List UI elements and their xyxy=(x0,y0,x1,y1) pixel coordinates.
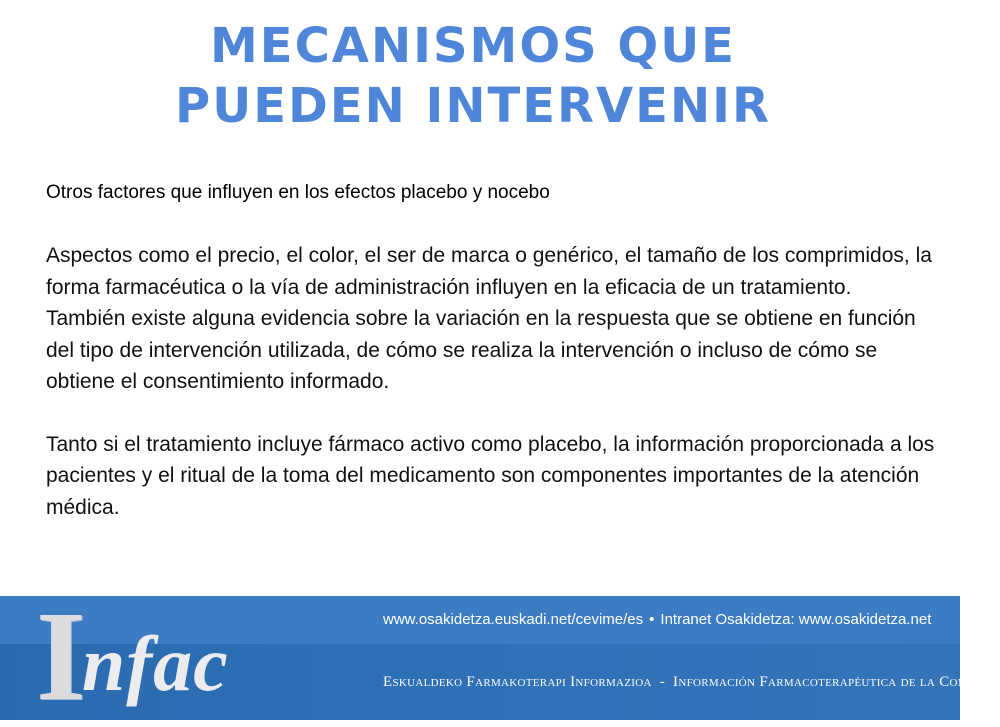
subheading: Otros factores que influyen en los efectos placebo y nocebo xyxy=(46,182,550,203)
title-line-2: PUEDEN INTERVENIR xyxy=(175,78,771,134)
paragraph-1: Aspectos como el precio, el color, el ser de marca o genérico, el tamaño de los comprimidos, la forma farmacéutica o la vía de administración influyen en la eficacia de un tratamiento. También existe alguna evidencia sobre la variación en la respuesta que se obtiene en función del tipo de intervención utilizada, de cómo se realiza la intervención o incluso de cómo se obtiene el consentimiento informado. xyxy=(46,244,932,393)
cevime-link[interactable]: www.osakidetza.euskadi.net/cevime/es xyxy=(383,611,644,628)
tagline-spanish: Información Farmacoterapéutica de la Comarca xyxy=(673,674,1000,690)
tagline-separator: - xyxy=(659,674,666,690)
footer-tagline xyxy=(383,672,1000,692)
footer-links xyxy=(383,610,931,630)
slide-body xyxy=(46,178,936,523)
infac-logo xyxy=(36,585,229,727)
tagline-basque: Eskualdeko Farmakoterapi Informazioa xyxy=(383,674,652,690)
intranet-link[interactable]: Intranet Osakidetza: www.osakidetza.net xyxy=(660,611,932,628)
bullet-separator: • xyxy=(649,611,655,628)
slide-title xyxy=(0,16,946,136)
paragraph-2: Tanto si el tratamiento incluye fármaco activo como placebo, la información proporcionada a los pacientes y el ritual de la toma del medicamento son componentes importantes de la atención médica. xyxy=(46,432,935,519)
title-line-1: MECANISMOS QUE xyxy=(210,18,736,74)
logo-rest: nfac xyxy=(81,620,229,707)
logo-initial: I xyxy=(36,585,82,727)
